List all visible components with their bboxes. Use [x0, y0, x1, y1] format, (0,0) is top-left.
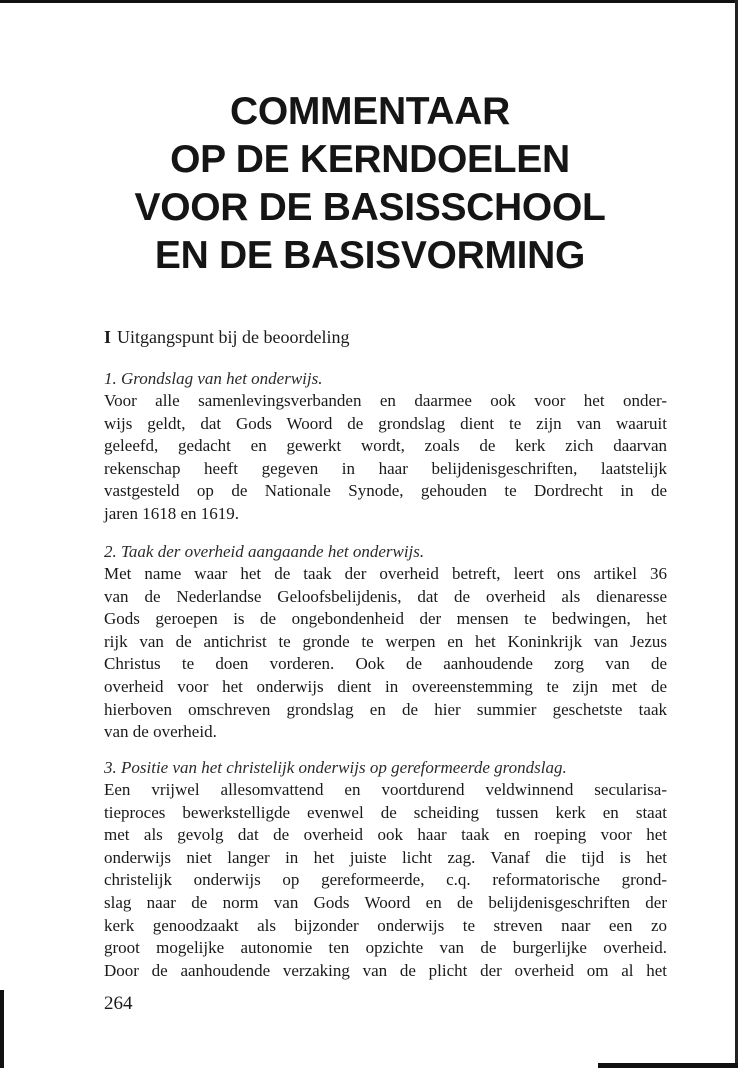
paragraph-body [104, 563, 667, 744]
text-line: Gods geroepen is de ongebondenheid der mensen te bedwingen, het [104, 609, 667, 629]
paragraph-grondslag [104, 368, 667, 526]
text-line: wijs geldt, dat Gods Woord de grondslag dient te zijn van waaruit [104, 413, 667, 433]
title-line: EN DE BASISVORMING [154, 234, 586, 277]
text-line: vastgesteld op de Nationale Synode, gehouden te Dordrecht in de [104, 481, 667, 501]
paragraph-taak-overheid [104, 541, 667, 744]
text-line: van de Nederlandse Geloofsbelijdenis, dat de overheid als dienaresse [104, 586, 667, 606]
text-line: geleefd, gedacht en gewerkt wordt, zoals de kerk zich daarvan [104, 436, 667, 456]
text-line: Christus te doen vorderen. Ook de aanhoudende zorg van de [104, 654, 667, 674]
text-line: van de overheid. [104, 722, 217, 742]
title-line: COMMENTAAR [229, 90, 511, 133]
title-line: VOOR DE BASISSCHOOL [134, 186, 606, 229]
text-line: overheid voor het onderwijs dient in overeenstemming te zijn met de [104, 676, 667, 696]
text-line: tieproces bewerkstelligde evenwel de scheiding tussen kerk en staat [104, 802, 667, 822]
text-line: kerk genoodzaakt als bijzonder onderwijs te streven naar een zo [104, 915, 667, 935]
top-border-line [0, 0, 738, 3]
text-line: onderwijs niet langer in het juiste licht zag. Vanaf die tijd is het [104, 847, 667, 867]
section-number: I [104, 327, 112, 347]
text-line: rekenschap heeft gegeven in haar belijdenisgeschriften, laatstelijk [104, 458, 667, 478]
text-line: Door de aanhoudende verzaking van de plicht der overheid om al het [104, 960, 667, 980]
page-number: 264 [104, 993, 133, 1014]
text-line: Voor alle samenlevingsverbanden en daarmee ook voor het onder- [104, 391, 667, 410]
text-line: Een vrijwel allesomvattend en voortdurend veldwinnend secularisa- [104, 780, 667, 799]
text-line: slag naar de norm van Gods Woord en de belijdenisgeschriften der [104, 892, 667, 912]
paragraph-heading: 2. Taak der overheid aangaande het onderwijs. [104, 542, 425, 561]
paragraph-positie-onderwijs [104, 757, 667, 982]
paragraph-heading: 1. Grondslag van het onderwijs. [104, 369, 323, 388]
section-heading [104, 325, 349, 349]
paragraph-body [104, 779, 667, 982]
text-line: Met name waar het de taak der overheid betreft, leert ons artikel 36 [104, 564, 667, 583]
bottom-scan-edge [598, 1063, 738, 1068]
left-scan-edge [0, 990, 4, 1068]
text-line: jaren 1618 en 1619. [104, 503, 240, 523]
text-line: groot mogelijke autonomie ten opzichte van de burgerlijke overheid. [104, 938, 667, 958]
title-line: OP DE KERNDOELEN [170, 138, 570, 181]
text-line: christelijk onderwijs op gereformeerde, c.q. reformatorische grond- [104, 870, 667, 890]
paragraph-heading: 3. Positie van het christelijk onderwijs op gereformeerde grondslag. [104, 758, 567, 777]
text-line: hierboven omschreven grondslag en de hier summier geschetste taak [104, 699, 667, 719]
text-line: met als gevolg dat de overheid ook haar taak en roeping voor het [104, 825, 667, 845]
section-title: Uitgangspunt bij de beoordeling [117, 327, 350, 347]
page-title [60, 88, 680, 280]
text-line: rijk van de antichrist te gronde te werpen en het Koninkrijk van Jezus [104, 631, 667, 651]
paragraph-body [104, 390, 667, 526]
